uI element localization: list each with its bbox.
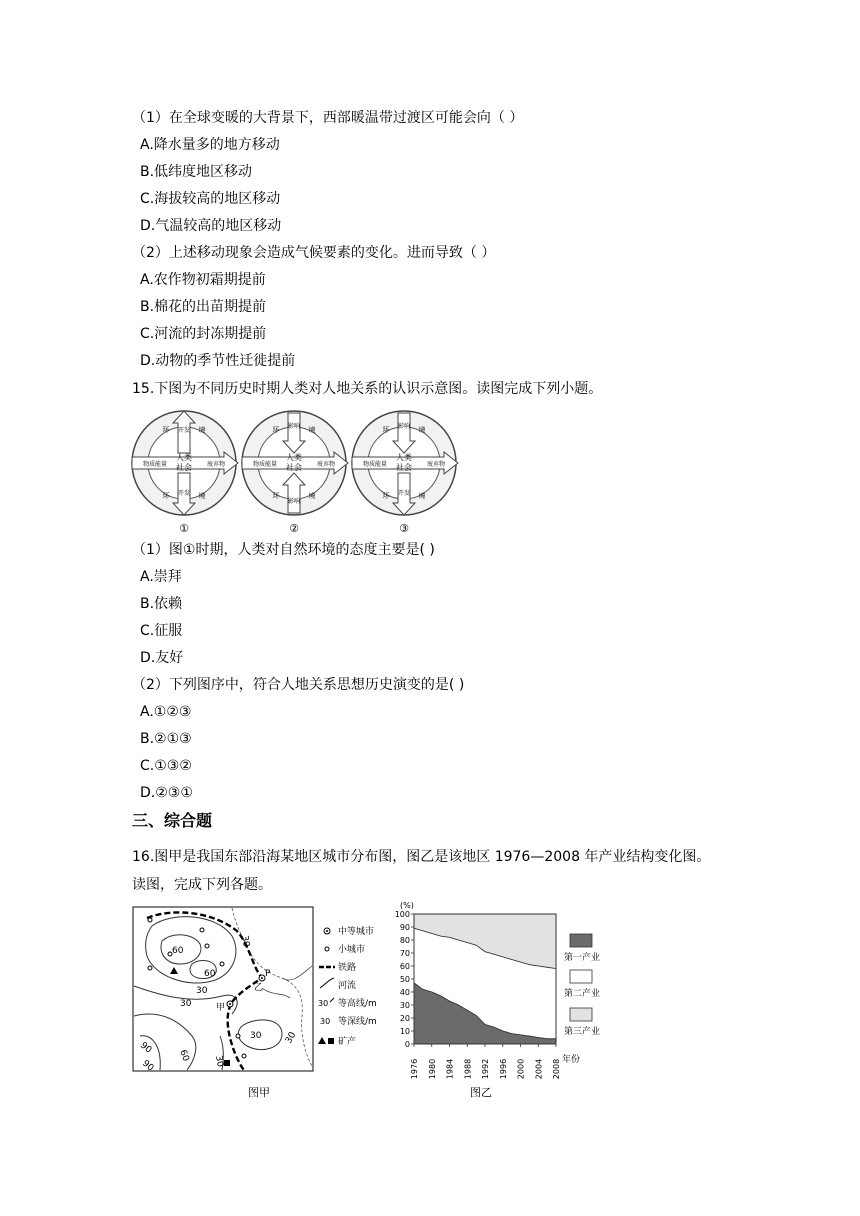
svg-text:开发: 开发 xyxy=(397,490,411,497)
y-tick-label: 30 xyxy=(399,1001,410,1010)
x-tick-label: 1984 xyxy=(445,1058,455,1080)
svg-text:境: 境 xyxy=(418,492,426,500)
svg-text:环: 环 xyxy=(162,492,170,500)
x-tick-label: 1980 xyxy=(427,1058,437,1080)
y-tick-label: 60 xyxy=(399,962,410,971)
q15-sub1-option-a: A.崇拜 xyxy=(140,569,182,585)
svg-text:中等城市: 中等城市 xyxy=(338,927,375,937)
center-bottom: 社会 xyxy=(176,463,192,472)
place-jia: 甲 xyxy=(216,1003,226,1013)
x-tick-label: 1992 xyxy=(481,1058,490,1080)
q15-sub1-option-c: C.征服 xyxy=(140,623,183,639)
svg-text:90: 90 xyxy=(138,1040,154,1056)
svg-text:人类: 人类 xyxy=(396,453,412,462)
svg-text:60: 60 xyxy=(204,969,216,979)
legend-label: 第三产业 xyxy=(564,1027,601,1037)
diagram-label-1: ① xyxy=(179,522,189,535)
x-tick-label: 1988 xyxy=(463,1058,473,1080)
in-label: 物质能量 xyxy=(142,461,168,468)
yingxiang-bottom: 影响 xyxy=(287,498,301,505)
q15-sub2-option-b: B.②①③ xyxy=(140,731,192,747)
place-yi: 乙 xyxy=(254,983,264,993)
y-tick-label: 80 xyxy=(399,936,410,945)
q14-sub1-option-c: C.海拔较高的地区移动 xyxy=(140,191,281,207)
legend-label: 第一产业 xyxy=(564,953,601,963)
q14-sub1-option-a: A.降水量多的地方移动 xyxy=(140,137,280,153)
svg-text:境: 境 xyxy=(198,492,206,500)
svg-text:环: 环 xyxy=(162,426,170,434)
svg-text:30: 30 xyxy=(239,934,251,948)
legend-swatch xyxy=(570,970,592,983)
svg-text:90: 90 xyxy=(140,1058,156,1074)
svg-text:河流: 河流 xyxy=(338,981,357,991)
chart-caption: 图乙 xyxy=(470,1086,492,1099)
q14-sub2-stem: （2）上述移动现象会造成气候要素的变化。进而导致（ ） xyxy=(132,245,496,261)
x-tick-label: 2004 xyxy=(534,1058,544,1080)
svg-text:环: 环 xyxy=(382,426,390,434)
x-axis-label: 年份 xyxy=(562,1055,581,1065)
q15-sub2-option-d: D.②③① xyxy=(140,785,193,801)
q14-sub2-option-c: C.河流的封冻期提前 xyxy=(140,326,267,342)
svg-text:30: 30 xyxy=(320,1017,331,1026)
svg-text:铁路: 铁路 xyxy=(338,963,357,973)
svg-text:60: 60 xyxy=(177,1048,191,1063)
q15-sub2-option-a: A.①②③ xyxy=(140,704,192,720)
q15-sub1-option-d: D.友好 xyxy=(140,650,184,666)
svg-text:境: 境 xyxy=(198,426,206,434)
legend-label: 第二产业 xyxy=(564,989,601,999)
q14-sub2-option-b: B.棉花的出苗期提前 xyxy=(140,299,267,315)
q15-sub1-option-b: B.依赖 xyxy=(140,596,183,612)
yingxiang-top: 影响 xyxy=(287,423,301,430)
x-tick-label: 2000 xyxy=(516,1058,526,1080)
x-tick-label: 2008 xyxy=(552,1058,561,1080)
svg-text:境: 境 xyxy=(418,426,426,434)
q14-sub2-option-d: D.动物的季节性迁徙提前 xyxy=(140,353,296,369)
svg-text:环: 环 xyxy=(382,492,390,500)
y-tick-label: 0 xyxy=(404,1040,410,1049)
q14-sub1-option-d: D.气温较高的地区移动 xyxy=(140,218,282,234)
out-label: 废弃物 xyxy=(206,461,226,468)
q14-sub1-option-b: B.低纬度地区移动 xyxy=(140,164,253,180)
svg-text:社会: 社会 xyxy=(286,463,302,472)
svg-text:废弃物: 废弃物 xyxy=(426,461,446,468)
svg-text:30: 30 xyxy=(196,986,208,996)
svg-text:等深线/m: 等深线/m xyxy=(338,1017,377,1027)
x-tick-label: 1996 xyxy=(498,1058,508,1080)
svg-text:影响: 影响 xyxy=(397,423,411,430)
svg-text:30: 30 xyxy=(250,1031,262,1041)
q14-sub2-option-a: A.农作物初霜期提前 xyxy=(140,272,266,288)
kaifa-top: 开发 xyxy=(177,427,191,434)
y-tick-label: 20 xyxy=(399,1014,410,1023)
svg-text:30: 30 xyxy=(213,1054,225,1068)
svg-text:环: 环 xyxy=(272,426,280,434)
svg-text:环: 环 xyxy=(272,492,280,500)
x-tick-label: 1976 xyxy=(410,1058,419,1080)
svg-text:社会: 社会 xyxy=(396,463,412,472)
diagram-1 xyxy=(132,411,238,535)
svg-text:人类: 人类 xyxy=(286,453,302,462)
place-p: P xyxy=(265,969,271,979)
svg-text:60: 60 xyxy=(172,946,184,956)
svg-text:境: 境 xyxy=(308,492,316,500)
map-caption: 图甲 xyxy=(248,1086,270,1099)
legend-swatch xyxy=(570,1008,592,1021)
svg-text:小城市: 小城市 xyxy=(338,945,366,955)
y-tick-label: 40 xyxy=(399,988,410,997)
y-axis-label: (%) xyxy=(400,901,414,910)
diagram-label-2: ② xyxy=(289,522,299,535)
q14-sub1-stem: （1）在全球变暖的大背景下，西部暖温带过渡区可能会向（ ） xyxy=(132,110,524,126)
q15-sub2-option-c: C.①③② xyxy=(140,758,192,774)
svg-text:矿产: 矿产 xyxy=(338,1037,357,1047)
svg-text:物质能量: 物质能量 xyxy=(362,461,388,468)
map-jia xyxy=(132,906,392,1076)
y-tick-label: 90 xyxy=(399,923,410,932)
q15-figure xyxy=(130,408,465,536)
svg-text:30: 30 xyxy=(318,999,329,1008)
center-top: 人类 xyxy=(176,453,192,462)
diagram-label-3: ③ xyxy=(399,522,409,535)
y-tick-label: 10 xyxy=(399,1027,410,1036)
legend-swatch xyxy=(570,934,592,947)
q15-sub1-stem: （1）图①时期，人类对自然环境的态度主要是( ) xyxy=(132,542,435,558)
q16-stem-line1: 16.图甲是我国东部沿海某地区城市分布图，图乙是该地区 1976—2008 年产业结构变化图。 xyxy=(132,849,711,865)
q15-sub2-stem: （2）下列图序中，符合人地关系思想历史演变的是( ) xyxy=(132,677,465,693)
industry-structure-chart xyxy=(392,898,632,1088)
map-legend xyxy=(318,925,377,1047)
y-tick-label: 100 xyxy=(394,910,410,919)
diagram-2 xyxy=(242,411,348,535)
diagram-3 xyxy=(352,411,458,535)
kaifa-bottom: 开发 xyxy=(177,490,191,497)
svg-text:等高线/m: 等高线/m xyxy=(338,999,377,1009)
y-tick-label: 70 xyxy=(399,949,410,958)
section-title: 三、综合题 xyxy=(132,811,213,830)
y-tick-label: 50 xyxy=(399,975,410,984)
svg-text:境: 境 xyxy=(308,426,316,434)
q16-stem-line2: 读图，完成下列各题。 xyxy=(132,877,272,893)
q15-stem: 15.下图为不同历史时期人类对人地关系的认识示意图。读图完成下列小题。 xyxy=(132,381,603,397)
svg-text:废弃物: 废弃物 xyxy=(316,461,336,468)
svg-text:30: 30 xyxy=(180,999,192,1009)
svg-text:30: 30 xyxy=(283,1030,299,1046)
svg-text:物质能量: 物质能量 xyxy=(252,461,278,468)
